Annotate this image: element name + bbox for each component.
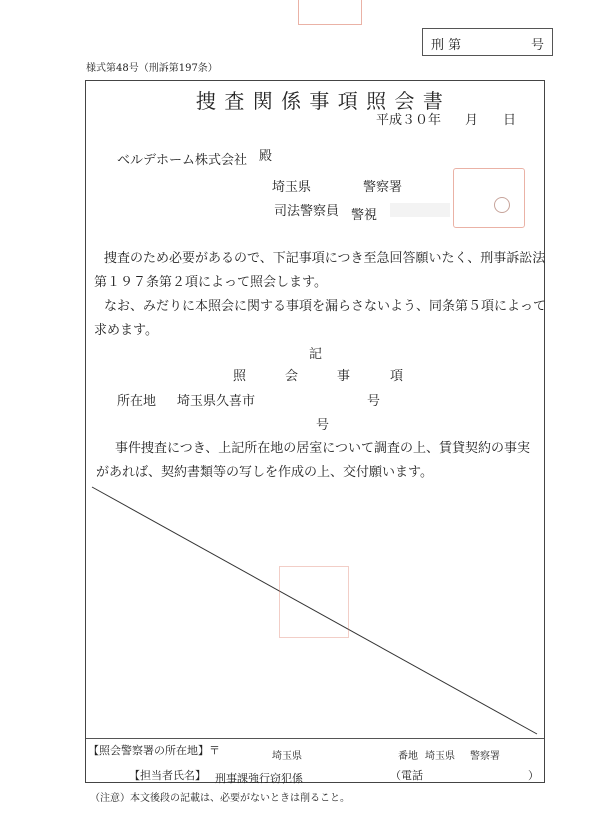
- middle-seal-stamp: [279, 566, 349, 638]
- phone-label: （電話: [390, 769, 423, 782]
- request-line-1: 事件捜査につき、上記所在地の居室について調査の上、賃貸契約の事実: [115, 441, 530, 456]
- footer-divider: [86, 738, 544, 739]
- body-line-3: なお、みだりに本照会に関する事項を漏らさないよう、同条第５項によって: [104, 299, 547, 314]
- address-prefecture: 埼玉県: [272, 751, 302, 762]
- body-line-4: 求めます。: [94, 323, 158, 338]
- station-prefecture: 埼玉県: [425, 751, 455, 762]
- record-ki: 記: [309, 347, 323, 362]
- station-address-label: 【照会警察署の所在地】〒: [88, 744, 220, 757]
- case-number-label: 刑 第: [431, 38, 462, 53]
- body-line-2: 第１９７条第２項によって照会します。: [94, 275, 327, 290]
- date-era-year: 平成３０年: [376, 113, 442, 128]
- record-heading-2: 会: [285, 369, 299, 384]
- location-number-suffix-2: 号: [316, 418, 330, 433]
- address-banchi: 番地: [398, 751, 418, 762]
- sender-officer-title: 司法警察員: [274, 204, 340, 219]
- form-number: 様式第48号（刑訴第197条）: [86, 63, 218, 74]
- body-line-1: 捜査のため必要があるので、下記事項につき至急回答願いたく、刑事訴訟法: [104, 251, 546, 266]
- location-value: 埼玉県久喜市: [177, 394, 256, 409]
- phone-close: ）: [528, 769, 539, 782]
- date-day: 日: [503, 113, 517, 128]
- request-line-2: があれば、契約書類等の写しを作成の上、交付願います。: [96, 465, 433, 480]
- date-month: 月: [465, 113, 479, 128]
- sender-prefecture: 埼玉県: [272, 180, 312, 195]
- location-number-suffix-1: 号: [367, 394, 381, 409]
- document-title: 捜 査 関 係 事 項 照 会 書: [196, 89, 444, 113]
- contact-division: 刑事課強行窃犯係: [215, 772, 303, 785]
- sender-station: 警察署: [363, 180, 403, 195]
- addressee-company: ベルデホーム株式会社: [117, 153, 248, 168]
- footer-note: （注意）本文後段の記載は、必要がないときは削ること。: [90, 793, 350, 804]
- record-heading-3: 事: [337, 369, 351, 384]
- case-number-suffix: 号: [531, 38, 545, 53]
- addressee-honorific: 殿: [259, 149, 273, 164]
- location-label: 所在地: [117, 394, 157, 409]
- station-name: 警察署: [470, 751, 500, 762]
- sender-rank: 警視: [351, 208, 378, 223]
- record-heading-1: 照: [233, 369, 247, 384]
- contact-label: 【担当者氏名】: [129, 769, 206, 782]
- record-heading-4: 項: [390, 369, 404, 384]
